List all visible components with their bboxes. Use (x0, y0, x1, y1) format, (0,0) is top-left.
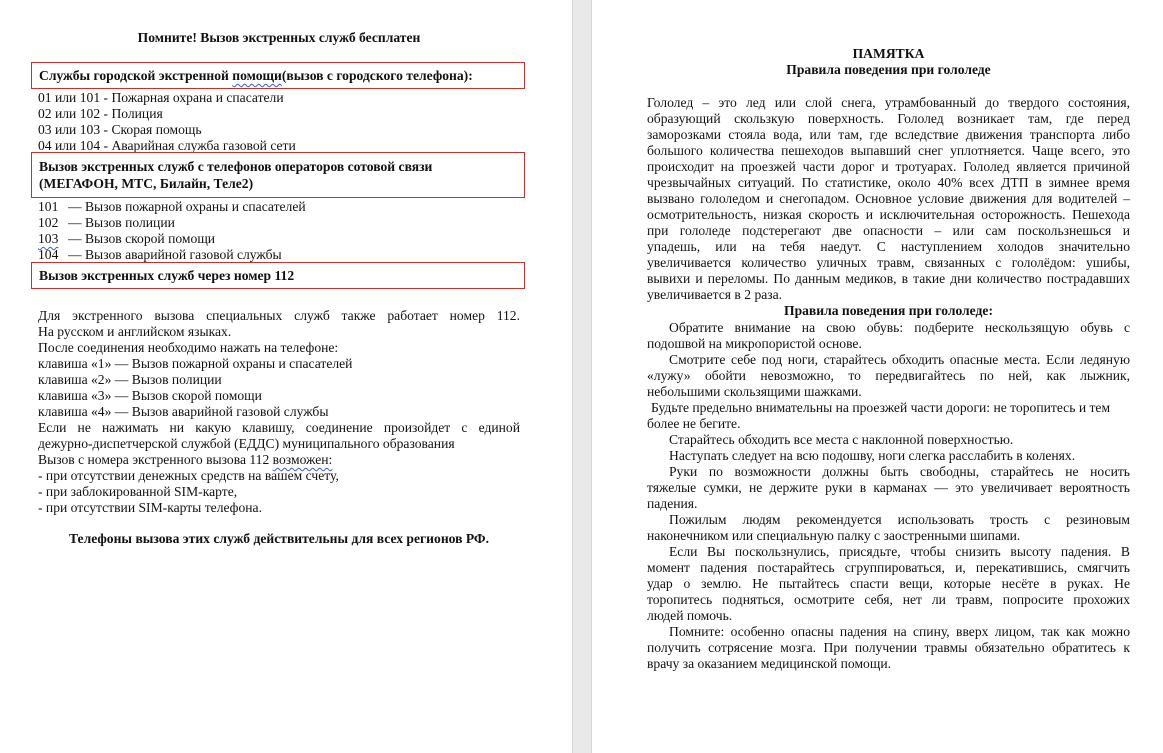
rules-line: Наступать следует на всю подошву, ноги слегка расслабить в коленях. (669, 448, 1076, 463)
section-title-mobile-line1: Вызов экстренных служб с телефонов операторов сотовой связи (39, 159, 433, 174)
body-line: клавиша «2» — Вызов полиции (38, 372, 222, 387)
list-item: 03 или 103 - Скорая помощь (38, 122, 202, 137)
memo-line: заморозками стояла вода, или там, где вследствие движения транспорта либо (647, 127, 1130, 142)
memo-line: при гололеде подстерегают две опасности – или сам поскользнешься и (647, 223, 1130, 238)
list-item: 02 или 102 - Полиция (38, 106, 163, 121)
memo-line: увеличивается в 2 раза. (647, 287, 783, 302)
page-heading: Помните! Вызов экстренных служб бесплатен (137, 30, 421, 45)
list-item: 04 или 104 - Аварийная служба газовой сети (38, 138, 296, 153)
rules-line: Если Вы поскользнулись, присядьте, чтобы снизить высоту падения. В (669, 544, 1130, 559)
memo-line: вывихи и переломы. По данным медиков, в такие дни количество пострадавших (647, 271, 1130, 286)
memo-line: образующий скользкую поверхность. Гололед возникает там, где перед (647, 111, 1130, 126)
list-item: 104 — Вызов аварийной газовой службы (38, 247, 282, 262)
rules-line: небольшими скользящими шажками. (647, 384, 862, 399)
bullet-item: - при отсутствии денежных средств на вашем счету, (38, 468, 339, 483)
bullet-item: - при заблокированной SIM-карте, (38, 484, 238, 499)
rules-line: Руки по возможности должны быть свободны, старайтесь не носить (669, 464, 1130, 479)
body-line: После соединения необходимо нажать на телефоне: (38, 340, 339, 355)
rules-line: Помните: особенно опасны падения на спину, вверх лицом, так как можно (669, 624, 1130, 639)
memo-line: вызвано гололедом и снегопадом. Основное условие движения для водителей – (647, 191, 1130, 206)
section-title-mobile-line2: (МЕГАФОН, МТС, Билайн, Теле2) (39, 176, 254, 191)
rules-heading: Правила поведения при гололеде: (784, 303, 993, 318)
rules-line: получить сотрясение мозга. При получении травмы обязательно обратитесь к (647, 640, 1130, 655)
rules-line: торопитесь подняться, осмотрите себя, нет ли травм, попросите прохожих (647, 592, 1130, 607)
section-title-112: Вызов экстренных служб через номер 112 (39, 268, 295, 283)
page-gap (573, 0, 591, 753)
memo-subtitle: Правила поведения при гололеде (786, 62, 991, 77)
body-line: На русском и английском языках. (38, 324, 232, 339)
body-line: дежурно-диспетчерской службой (ЕДДС) муниципального образования (38, 436, 455, 451)
list-item: 103 — Вызов скорой помощи (38, 231, 216, 246)
memo-line: большого количества пешеходов выпавший снег уплотняется. Чаще всего, это (647, 143, 1130, 158)
list-item: 01 или 101 - Пожарная охрана и спасатели (38, 90, 284, 105)
section-title-city: Службы городской экстренной помощи(вызов с городского телефона): (39, 68, 473, 83)
rules-line: более не бегите. (647, 416, 741, 431)
rules-line: удар о землю. Не пытайтесь спасти вещи, которые несёте в руках. Не (647, 576, 1130, 591)
memo-line: Гололед – это лед или слой снега, утрамбованный до твердого состояния, (647, 95, 1130, 110)
rules-line: тяжелые сумки, не держите руки в карманах — это увеличивает вероятность (647, 480, 1130, 495)
rules-line: «лужу» обойти невозможно, то передвигайтесь по ней, как лыжник, (647, 368, 1130, 383)
rules-line: Старайтесь обходить все места с наклонной поверхностью. (669, 432, 1014, 447)
list-item: 102 — Вызов полиции (38, 215, 175, 230)
rules-line: падения. (647, 496, 698, 511)
body-line: Для экстренного вызова специальных служб также работает номер 112. (38, 308, 520, 323)
memo-line: чрезвычайных ситуаций. По статистике, около 40% всех ДТП в зимнее время (647, 175, 1130, 190)
rules-line: людей помочь. (647, 608, 733, 623)
rules-line: Пожилым людям рекомендуется использовать трость с резиновым (669, 512, 1130, 527)
rules-line: врачу за оказанием медицинской помощи. (647, 656, 891, 671)
memo-line: происходит на проезжей части дорог и тротуарах. Гололед является причиной (647, 159, 1130, 174)
memo-line: осмотрительность, низкая скорость и исключительная осторожность. Пешехода (647, 207, 1130, 222)
rules-line: подошвой на микропористой основе. (647, 336, 862, 351)
rules-line: Смотрите себе под ноги, старайтесь обходить опасные места. Если ледяную (669, 352, 1130, 367)
rules-line: момент падения постарайтесь сгруппироваться, и, перекатившись, смягчить (647, 560, 1130, 575)
body-line: клавиша «4» — Вызов аварийной газовой службы (38, 404, 329, 419)
body-line: клавиша «1» — Вызов пожарной охраны и спасателей (38, 356, 353, 371)
body-line-possible: Вызов с номера экстренного вызова 112 возможен: (38, 452, 333, 467)
memo-line: упадешь, или на тебя наедут. С наступлением холодов значительно (647, 239, 1130, 254)
list-item: 101 — Вызов пожарной охраны и спасателей (38, 199, 306, 214)
memo-line: увеличивается количество уличных травм, связанных с гололёдом: ушибы, (647, 255, 1130, 270)
memo-title: ПАМЯТКА (852, 46, 925, 61)
body-line: клавиша «3» — Вызов скорой помощи (38, 388, 262, 403)
rules-line: Будьте предельно внимательны на проезжей части дороги: не торопитесь и тем (651, 400, 1111, 415)
body-line: Если не нажимать ни какую клавишу, соединение произойдет с единой (38, 420, 520, 435)
bullet-item: - при отсутствии SIM-карты телефона. (38, 500, 262, 515)
page-footer-note: Телефоны вызова этих служб действительны для всех регионов РФ. (68, 531, 489, 546)
rules-line: наконечником или специальную палку с заостренными шипами. (647, 528, 1021, 543)
rules-line: Обратите внимание на свою обувь: подберите нескользящую обувь с (669, 320, 1130, 335)
